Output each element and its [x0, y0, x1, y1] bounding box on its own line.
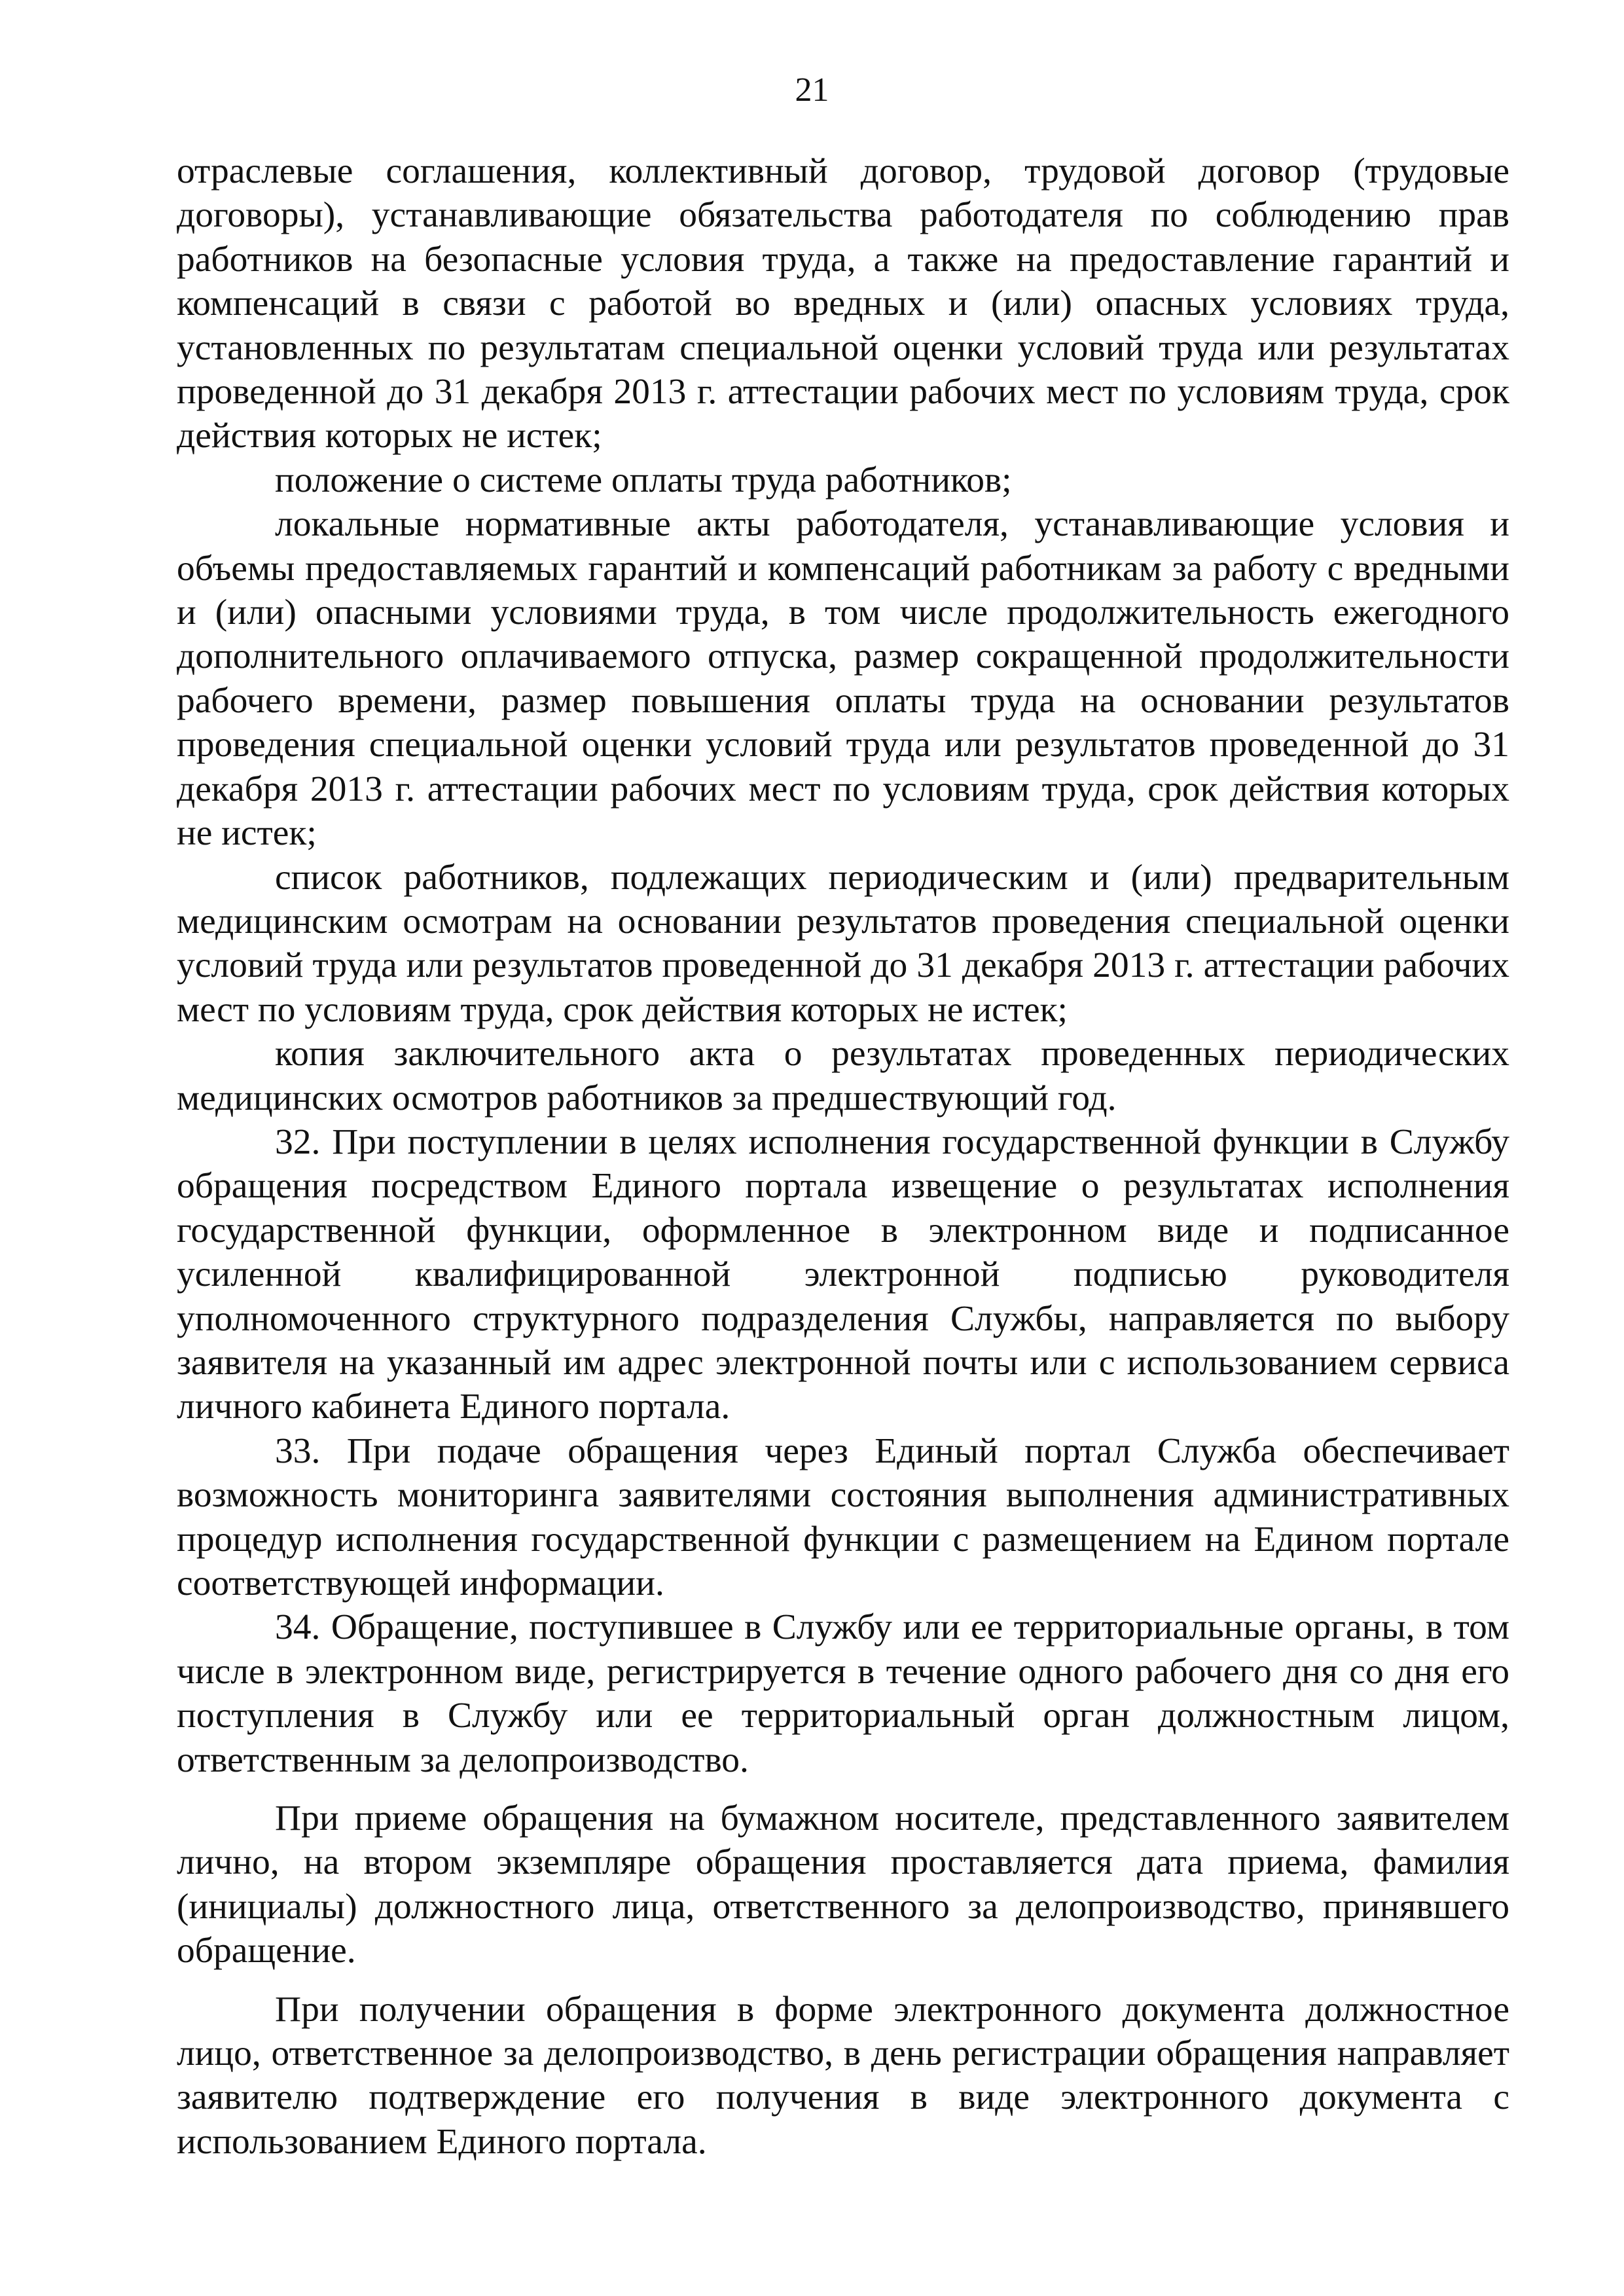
- paragraph-electronic-reception: При получении обращения в форме электронного документа должностное лицо, ответственное за делопроизводство, в день регистрации обращения направляет заявителю подтверждение его получения в виде электронного документа с использованием Единого портала.: [177, 1989, 1509, 2162]
- document-body: [177, 149, 1509, 2164]
- paragraph-list-item-pay-system: положение о системе оплаты труда работников;: [275, 460, 1012, 500]
- paragraph-32: 32. При поступлении в целях исполнения государственной функции в Службу обращения посредством Единого портала извещение о результатах исполнения государственной функции, оформленное в электронном виде и подписанное усиленной квалифицированной электронной подписью руководителя уполномоченного структурного подразделения Службы, направляется по выбору заявителя на указанный им адрес электронной почты или с использованием сервиса личного кабинета Единого портала.: [177, 1121, 1509, 1427]
- paragraph-paper-reception: При приеме обращения на бумажном носителе, представленного заявителем лично, на втором экземпляре обращения проставляется дата приема, фамилия (инициалы) должностного лица, ответственного за делопроизводство, принявшего обращение.: [177, 1798, 1509, 1971]
- paragraph-list-item-local-acts: локальные нормативные акты работодателя, устанавливающие условия и объемы предоставляемых гарантий и компенсаций работникам за работу с вредными и (или) опасными условиями труда, в том числе продолжительность ежегодного дополнительного оплачиваемого отпуска, размер сокращенной продолжительности рабочего времени, размер повышения оплаты труда на основании результатов проведения специальной оценки условий труда или результатов проведенной до 31 декабря 2013 г. аттестации рабочих мест по условиям труда, срок действия которых не истек;: [177, 504, 1509, 854]
- paragraph-34: 34. Обращение, поступившее в Службу или ее территориальные органы, в том числе в электронном виде, регистрируется в течение одного рабочего дня со дня его поступления в Службу или ее территориальный орган должностным лицом, ответственным за делопроизводство.: [177, 1607, 1509, 1780]
- paragraph-list-item-medical-list: список работников, подлежащих периодическим и (или) предварительным медицинским осмотрам на основании результатов проведения специальной оценки условий труда или результатов проведенной до 31 декабря 2013 г. аттестации рабочих мест по условиям труда, срок действия которых не истек;: [177, 857, 1509, 1030]
- paragraph-list-item-final-act: копия заключительного акта о результатах проведенных периодических медицинских осмотров работников за предшествующий год.: [177, 1034, 1509, 1118]
- paragraph-list-item-agreements: отраслевые соглашения, коллективный договор, трудовой договор (трудовые договоры), устанавливающие обязательства работодателя по соблюдению прав работников на безопасные условия труда, а также на предоставление гарантий и компенсаций в связи с работой во вредных и (или) опасных условиях труда, установленных по результатам специальной оценки условий труда или результатах проведенной до 31 декабря 2013 г. аттестации рабочих мест по условиям труда, срок действия которых не истек;: [177, 151, 1509, 456]
- paragraph-33: 33. При подаче обращения через Единый портал Служба обеспечивает возможность мониторинга заявителями состояния выполнения административных процедур исполнения государственной функции с размещением на Едином портале соответствующей информации.: [177, 1430, 1509, 1603]
- page-number: 21: [795, 71, 829, 109]
